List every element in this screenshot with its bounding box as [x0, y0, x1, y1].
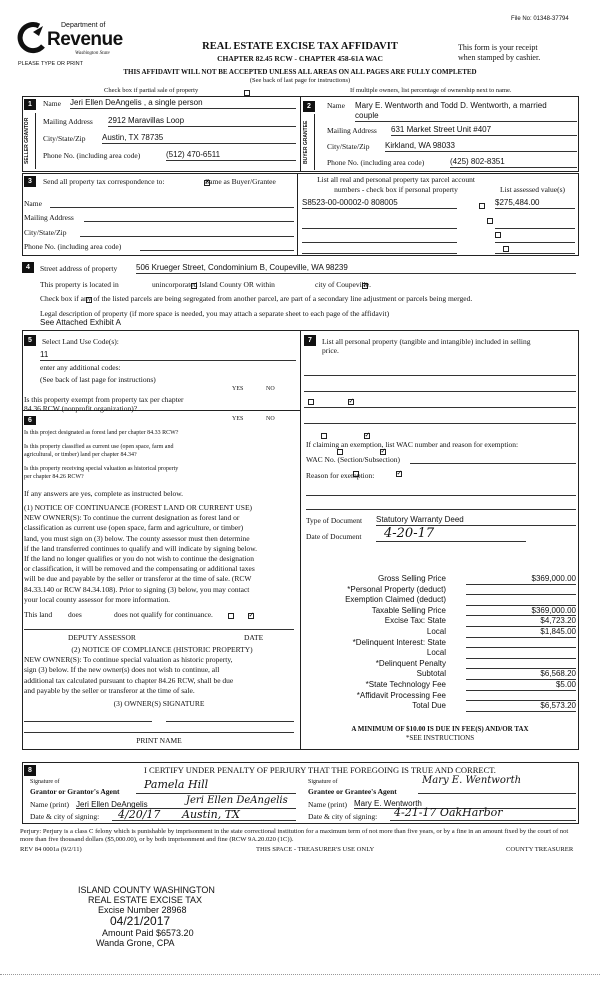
stamp-line-county: ISLAND COUNTY WASHINGTON — [78, 885, 215, 895]
section-4-number: 4 — [22, 262, 34, 273]
does-label: does — [68, 610, 82, 619]
tax-row-value[interactable]: $5.00 — [466, 680, 576, 691]
buyer-phone-label: Phone No. (including area code) — [327, 158, 425, 167]
seller-side-label-box — [24, 113, 36, 169]
document-type-label: Type of Document — [306, 516, 363, 525]
notice1-line: land, you must sign on (3) below. The county assessor must then determine — [24, 533, 250, 543]
current-use-question-2: agricultural, or timber) land per chapter 84.34? — [24, 452, 137, 458]
additional-codes-label: enter any additional codes: — [40, 363, 121, 372]
notice2-line: NEW OWNER(S): To continue special valuation as historic property, — [24, 655, 233, 665]
exhibit-field[interactable]: See Attached Exhibit A — [40, 318, 121, 327]
tax-row-label: *Personal Property (deduct) — [347, 584, 446, 594]
grantee-date-label: Date & city of signing: — [308, 812, 378, 821]
notice1-line: classification as current use (open space, farm and agriculture, or timber) — [24, 523, 244, 533]
section-2-number: 2 — [303, 101, 315, 112]
dor-logo — [17, 20, 127, 60]
revenue-logo-icon — [17, 22, 47, 54]
page-edge — [0, 974, 600, 975]
print-name-label: PRINT NAME — [136, 736, 182, 745]
grantor-signature-field[interactable]: Pamela Hill — [136, 778, 296, 794]
unincorporated-label: unincorporated Island County OR within — [152, 280, 275, 289]
grantor-printed-signature: Jeri Ellen DeAngelis — [186, 795, 288, 806]
grantee-name-print[interactable]: Mary E. Wentworth — [354, 799, 576, 809]
tax-row-value[interactable]: $369,000.00 — [466, 574, 576, 585]
personal-property-checkbox-1[interactable] — [479, 203, 485, 209]
seller-city-label: City/State/Zip — [43, 134, 86, 143]
personal-property-line-1[interactable] — [304, 368, 576, 376]
tax-row-value[interactable] — [466, 659, 576, 670]
does-not-label: does not qualify for continuance. — [114, 610, 213, 619]
land-use-code-field[interactable]: 11 — [40, 350, 296, 361]
notice1-line: 84.33.140 or RCW 84.34.108). Prior to signing (3) below, you may contact — [24, 584, 250, 594]
tax-row-value[interactable]: $6,568.20 — [466, 669, 576, 680]
grantee-signature-of: Signature of — [308, 779, 338, 785]
tax-row — [306, 616, 578, 627]
tax-row-label: *Delinquent Penalty — [375, 658, 446, 668]
logo-name: Revenue — [47, 29, 123, 50]
parcel-field-2[interactable] — [302, 220, 457, 229]
certify-statement: I CERTIFY UNDER PENALTY OF PERJURY THAT THE FOREGOING IS TRUE AND CORRECT. — [144, 765, 496, 775]
stamp-line-date: 04/21/2017 — [110, 914, 171, 928]
see-instructions: *SEE INSTRUCTIONS — [405, 734, 475, 742]
buyer-side-label: BUYER GRANTEE — [303, 120, 309, 164]
tax-row — [306, 669, 578, 680]
historic-question-2: per chapter 84.26 RCW? — [24, 474, 84, 480]
section-5-number: 5 — [24, 335, 36, 346]
notice2-line: (2) NOTICE OF COMPLIANCE (HISTORIC PROPERTY) — [71, 645, 253, 654]
document-type-field[interactable]: Statutory Warranty Deed — [376, 515, 576, 526]
tax-row — [306, 680, 578, 691]
see-back: (See back of last page for instructions) — [249, 77, 351, 84]
seller-name-label: Name — [43, 99, 61, 108]
buyer-name-line-1[interactable]: Mary E. Wentworth and Todd D. Wentworth, a married — [355, 101, 547, 110]
stamp-line-cpa: Wanda Grone, CPA — [96, 938, 175, 948]
section-8-number: 8 — [24, 765, 36, 776]
located-label: This property is located in — [40, 280, 119, 289]
stamp-line-amount: Amount Paid $6573.20 — [102, 928, 194, 938]
buyer-address-field[interactable]: 631 Market Street Unit #407 — [391, 125, 577, 136]
owner-signature-label: (3) OWNER(S) SIGNATURE — [113, 699, 205, 708]
exempt-question-2: 84.36 RCW (nonprofit organization)? — [24, 404, 138, 413]
warning-text: THIS AFFIDAVIT WILL NOT BE ACCEPTED UNLESS ALL AREAS ON ALL PAGES ARE FULLY COMPLETED — [123, 68, 477, 76]
receipt-note-1: This form is your receipt — [458, 43, 538, 52]
please-type: PLEASE TYPE OR PRINT — [18, 61, 84, 67]
tax-row-value[interactable] — [466, 648, 576, 659]
buyer-phone-field[interactable]: (425) 802-8351 — [450, 157, 577, 168]
notice1-line: If the land no longer qualifies or you do not wish to continue the designation — [24, 554, 254, 564]
this-land-label: This land — [24, 610, 53, 619]
tax-row-label: Subtotal — [416, 669, 446, 679]
treasurer-space-label: THIS SPACE - TREASURER'S USE ONLY — [256, 846, 375, 853]
seller-phone-field[interactable]: (512) 470-6511 — [166, 150, 296, 161]
tax-row-label: Local — [426, 648, 446, 658]
personal-property-line-4[interactable] — [304, 416, 576, 424]
owner-signature-line-1[interactable] — [24, 712, 152, 722]
assessed-field-2[interactable] — [495, 220, 575, 229]
logo-state: Washington State — [75, 51, 110, 56]
tax-row-label: Local — [426, 626, 446, 636]
if-yes-note: If any answers are yes, complete as instructed below. — [24, 489, 184, 498]
deputy-assessor-label: DEPUTY ASSESSOR — [68, 633, 136, 642]
tax-row — [306, 701, 578, 712]
treasurer-stamp — [78, 885, 238, 948]
historic-no-checkbox[interactable] — [396, 471, 402, 477]
tax-row — [306, 638, 578, 649]
exempt-question-1: Is this property exempt from property tax per chapter — [24, 395, 184, 404]
tax-row-value[interactable] — [466, 638, 576, 649]
tax-row — [306, 691, 578, 702]
logo-dept: Department of — [61, 22, 106, 29]
reason-line-2[interactable] — [306, 502, 576, 510]
notice1-line: if the land transferred continues to qualify and will indicate by signing below. — [24, 543, 257, 553]
tax-row-value[interactable]: $369,000.00 — [466, 606, 576, 617]
assessed-field-4[interactable] — [495, 247, 575, 254]
tax-row — [306, 574, 578, 585]
section-1-number: 1 — [24, 99, 36, 110]
grantor-signature-of: Signature of — [30, 779, 60, 785]
perjury-statement: Perjury: Perjury is a class C felony which is punishable by imprisonment in the state correctional institution for a maximum term of not more than five years, or by a fine in an amount fixed by the court of not more than five thousand dollars ($5,000.00), or by both imprisonment and fine (RCW 9A.20.020 (1C)). — [20, 828, 569, 843]
multiple-owners-note: If multiple owners, list percentage of ownership next to name. — [350, 87, 512, 94]
street-label: Street address of property — [40, 264, 118, 273]
document-date-field[interactable]: 4-20-17 — [376, 526, 526, 542]
county-treasurer-label: COUNTY TREASURER — [506, 846, 574, 853]
tax-row-label: *Delinquent Interest: State — [352, 637, 446, 647]
seller-address-field[interactable]: 2912 Maravillas Loop — [108, 116, 296, 127]
deputy-date-label: DATE — [244, 633, 264, 642]
seller-phone-label: Phone No. (including area code) — [43, 151, 141, 160]
personal-property-checkbox-2[interactable] — [487, 218, 493, 224]
owner-signature-line-2[interactable] — [166, 712, 294, 722]
parcel-field-3[interactable] — [302, 234, 457, 243]
tax-row — [306, 627, 578, 638]
grantee-date-city[interactable]: 4-21-17 OakHarbor — [390, 806, 576, 821]
wac-field[interactable] — [410, 455, 576, 464]
grantee-agent-label: Grantee or Grantee's Agent — [308, 787, 397, 796]
notice1-line: will be due and payable by the seller or transferor at the time of sale. (RCW — [24, 574, 252, 584]
corr-city-label: City/State/Zip — [24, 228, 67, 237]
seller-address-label: Mailing Address — [43, 117, 93, 126]
buyer-city-field[interactable]: Kirkland, WA 98033 — [385, 141, 577, 152]
notice1-line: NEW OWNER(S): To continue the current designation as forest land or — [24, 513, 240, 523]
tax-row — [306, 595, 578, 606]
tax-row-value[interactable] — [466, 595, 576, 606]
tax-row-value[interactable] — [466, 691, 576, 702]
partial-sale-label: Check box if partial sale of property — [104, 87, 199, 94]
correspondence-label: Send all property tax correspondence to: — [43, 177, 165, 186]
corr-address-field[interactable] — [84, 213, 294, 222]
personal-property-label-2: price. — [322, 346, 339, 355]
corr-name-field[interactable] — [50, 199, 294, 208]
land-use-label: Select Land Use Code(s): — [42, 337, 119, 346]
parcel-header-1: List all real and personal property tax parcel account — [317, 175, 475, 184]
notice1-line: or classification, it will be removed and the compensating or additional taxes — [24, 564, 255, 574]
section-6-no: NO — [266, 416, 275, 422]
corr-city-field[interactable] — [80, 228, 294, 237]
same-as-buyer-label: Same as Buyer/Grantee — [205, 177, 276, 186]
personal-property-line-3[interactable] — [304, 400, 576, 408]
tax-row-label: Total Due — [412, 701, 446, 711]
tax-row-label: *State Technology Fee — [365, 679, 446, 689]
section-7-number: 7 — [304, 335, 316, 346]
buyer-name-label: Name — [327, 101, 345, 110]
tax-row-value[interactable]: $1,845.00 — [466, 627, 576, 638]
tax-row-label: *Affidavit Processing Fee — [356, 690, 446, 700]
buyer-name-line-2[interactable]: couple — [355, 111, 577, 122]
tax-row — [306, 659, 578, 670]
notice2-line: additional tax calculated pursuant to chapter 84.26 RCW, shall be due — [24, 675, 234, 685]
seller-name-field[interactable]: Jeri Ellen DeAngelis , a single person — [70, 98, 296, 109]
notice-of-continuance — [24, 503, 300, 605]
personal-property-label-1: List all personal property (tangible and intangible) included in selling — [322, 337, 531, 346]
corr-phone-label: Phone No. (including area code) — [24, 242, 122, 251]
tax-calculation-table — [306, 574, 578, 712]
forest-question: Is this project designated as forest land per chapter 84.33 RCW? — [24, 430, 179, 436]
buyer-address-label: Mailing Address — [327, 126, 377, 135]
parcel-header-2: numbers - check box if personal property — [334, 185, 458, 194]
tax-row-value[interactable]: $4,723.20 — [466, 616, 576, 627]
section-3-number: 3 — [24, 176, 36, 187]
notice-of-compliance — [24, 645, 300, 696]
buyer-side-label-box — [303, 114, 315, 170]
forest-yes-checkbox[interactable] — [321, 433, 327, 439]
tax-row — [306, 585, 578, 596]
grantor-date[interactable]: 4/20/17 — [118, 808, 161, 821]
assessed-field-1[interactable]: $275,484.00 — [495, 198, 575, 209]
legal-description-label: Legal description of property (if more space is needed, you may attach a separate sheet to each page of the affidavit) — [40, 309, 390, 318]
city-of-label: city of Coupeville. — [315, 280, 372, 289]
corr-address-label: Mailing Address — [24, 213, 74, 222]
forest-no-checkbox[interactable] — [364, 433, 370, 439]
tax-row-value[interactable]: $6,573.20 — [466, 701, 576, 712]
grantee-name-print-label: Name (print) — [308, 800, 347, 809]
print-name-line[interactable] — [24, 725, 294, 733]
corr-phone-field[interactable] — [140, 242, 294, 251]
file-number: File No: 01348-37794 — [511, 16, 569, 22]
street-field[interactable]: 506 Krueger Street, Condominium B, Coupeville, WA 98239 — [136, 263, 576, 274]
grantor-name-print-label: Name (print) — [30, 800, 69, 809]
personal-property-line-2[interactable] — [304, 384, 576, 392]
tax-row-label: Excise Tax: State — [384, 616, 446, 626]
grantee-signature-field[interactable]: Mary E. Wentworth — [418, 775, 576, 794]
grantor-name-print[interactable]: Jeri Ellen DeAngelis — [76, 800, 148, 809]
page-subtitle: CHAPTER 82.45 RCW - CHAPTER 458-61A WAC — [217, 54, 383, 63]
tax-row-label: Exemption Claimed (deduct) — [345, 595, 446, 605]
exemption-label: If claiming an exemption, list WAC number and reason for exemption: — [306, 440, 519, 449]
parcel-field-1[interactable]: S8523-00-00002-0 808005 — [302, 198, 457, 209]
section-5-see-back: (See back of last page for instructions) — [40, 375, 156, 384]
tax-row-value[interactable] — [466, 585, 576, 596]
tax-row — [306, 606, 578, 617]
grantor-date-line — [112, 811, 296, 821]
reason-label: Reason for exemption: — [306, 471, 375, 480]
notice2-line: sign (3) below. If the new owner(s) does not wish to continue, all — [24, 665, 220, 675]
deputy-assessor-line[interactable] — [24, 620, 294, 630]
does-not-qualify-checkbox[interactable] — [248, 613, 254, 619]
does-qualify-checkbox[interactable] — [228, 613, 234, 619]
document-date-label: Date of Document — [306, 532, 362, 541]
section-6-yes: YES — [232, 416, 244, 422]
corr-name-label: Name — [24, 199, 42, 208]
parties-divider — [300, 96, 301, 172]
stamp-line-excise: Excise Number 28968 — [98, 905, 187, 915]
historic-question-1: Is this property receiving special valuation as historical property — [24, 466, 179, 472]
buyer-city-label: City/State/Zip — [327, 142, 370, 151]
form-revision: REV 84 0001a (9/2/11) — [20, 846, 82, 853]
page-title: REAL ESTATE EXCISE TAX AFFIDAVIT — [202, 41, 398, 52]
tax-row-label: Gross Selling Price — [377, 574, 446, 583]
sections-5-7-divider — [300, 330, 301, 750]
notice1-line: (1) NOTICE OF CONTINUANCE (FOREST LAND OR CURRENT USE) — [24, 503, 253, 512]
tax-row — [306, 648, 578, 659]
current-use-question-1: Is this property classified as current use (open space, farm and — [24, 444, 174, 450]
section-6-number: 6 — [24, 416, 36, 425]
section-5-yes: YES — [232, 386, 244, 392]
section-5-no: NO — [266, 386, 275, 392]
seller-side-label: SELLER GRANTOR — [24, 117, 30, 165]
assessed-field-3[interactable] — [495, 234, 575, 243]
wac-label: WAC No. (Section/Subsection) — [306, 455, 400, 464]
grantor-city[interactable]: Austin, TX — [182, 808, 240, 821]
notice1-line: your local county assessor for more information. — [24, 594, 171, 604]
parcel-field-4[interactable] — [302, 247, 457, 254]
tax-row-label: Taxable Selling Price — [371, 605, 446, 615]
segregated-label: Check box if any of the listed parcels are being segregated from another parcel, are part of a secondary line adjustment or parcels being merged. — [40, 294, 473, 303]
assessed-header: List assessed value(s) — [500, 185, 565, 194]
grantor-date-label: Date & city of signing: — [30, 812, 100, 821]
stamp-line-tax: REAL ESTATE EXCISE TAX — [88, 895, 203, 905]
grantor-agent-label: Grantor or Grantor's Agent — [30, 787, 120, 796]
notice2-line: and payable by the seller or transferor at the time of sale. — [24, 685, 195, 695]
seller-city-field[interactable]: Austin, TX 78735 — [102, 133, 296, 144]
minimum-fee-note: A MINIMUM OF $10.00 IS DUE IN FEE(S) AND/OR TAX — [351, 725, 529, 733]
receipt-note-2: when stamped by cashier. — [458, 53, 541, 62]
reason-line-1[interactable] — [306, 488, 576, 496]
